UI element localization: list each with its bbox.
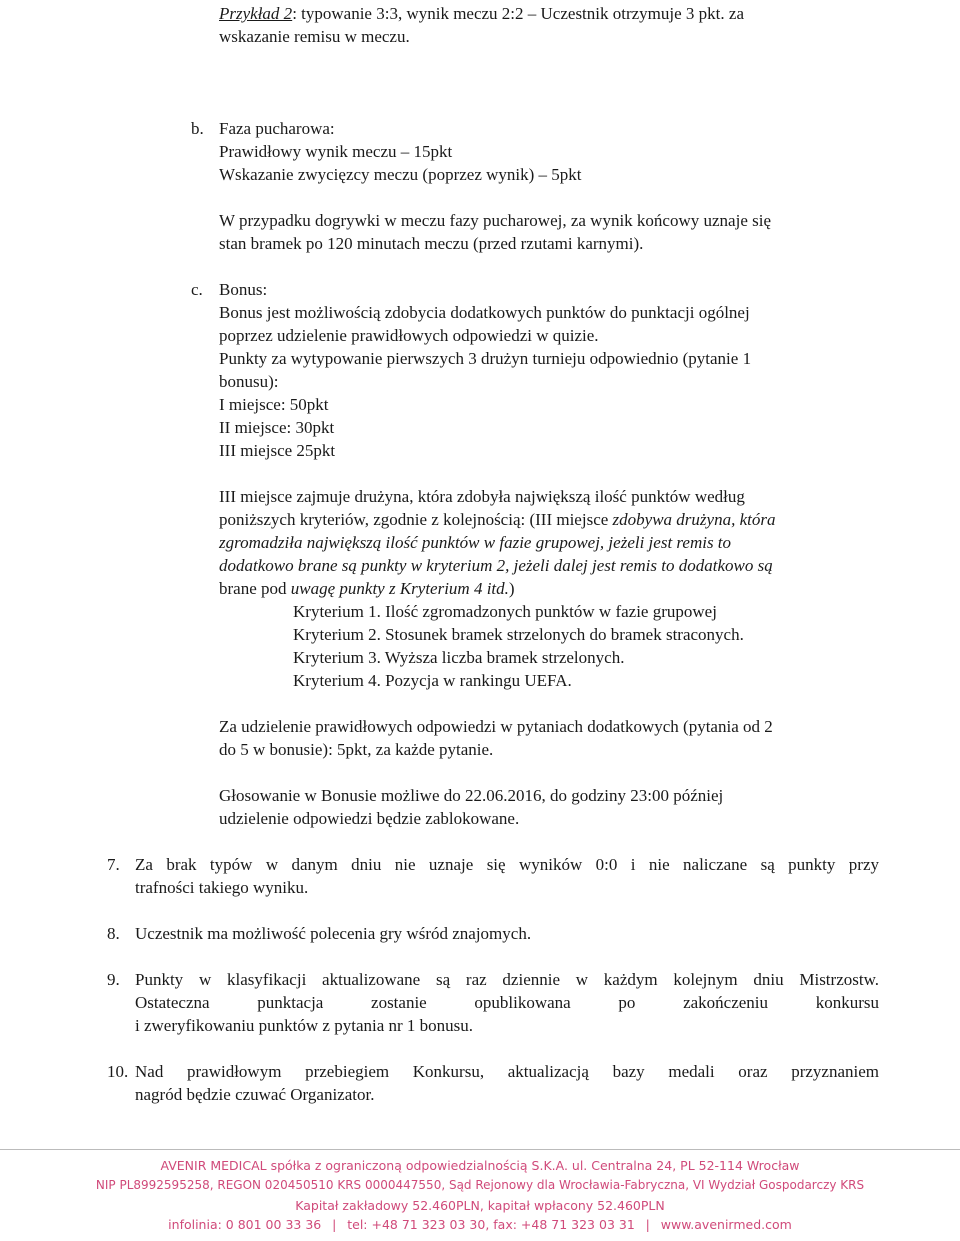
footer-website-link[interactable]: www.avenirmed.com <box>660 1217 792 1232</box>
item-line: Punkty w klasyfikacji aktualizowane są raz dziennie w każdym kolejnym dniu Mistrzostw. <box>135 970 879 989</box>
footer-separator: | <box>645 1217 650 1232</box>
extra-questions-line1: Za udzielenie prawidłowych odpowiedzi w pytaniach dodatkowych (pytania od 2 <box>219 717 773 736</box>
deadline-line1: Głosowanie w Bonusie możliwe do 22.06.2016, do godziny 23:00 później <box>219 786 724 805</box>
section-b-line: Wskazanie zwycięzcy meczu (poprzez wynik) – 5pkt <box>219 165 582 184</box>
extra-time-line2: stan bramek po 120 minutach meczu (przed rzutami karnymi). <box>219 234 644 253</box>
third-place-line5 <box>219 577 515 600</box>
bonus-intro-line1: Bonus jest możliwością zdobycia dodatkowych punktów do punktacji ogólnej <box>219 303 750 322</box>
footer-divider <box>0 1149 960 1150</box>
bonus-intro-line2: poprzez udzielenie prawidłowych odpowiedzi w quizie. <box>219 326 599 345</box>
item-number: 8. <box>107 924 120 943</box>
place-line: I miejsce: 50pkt <box>219 395 329 414</box>
item-number: 9. <box>107 970 120 989</box>
place-line: II miejsce: 30pkt <box>219 418 335 437</box>
section-c-marker: c. <box>191 280 203 299</box>
example2-line1 <box>219 2 744 25</box>
example2-text: : typowanie 3:3, wynik meczu 2:2 – Uczestnik otrzymuje 3 pkt. za <box>292 4 744 23</box>
third-place-line2-italic: zdobywa drużyna, która <box>612 510 776 529</box>
third-place-line5-italic: uwagę punkty z Kryterium 4 itd. <box>290 579 509 598</box>
third-place-line2 <box>219 508 775 531</box>
criterion-line: Kryterium 4. Pozycja w rankingu UEFA. <box>293 671 572 690</box>
footer-hotline: infolinia: 0 801 00 33 36 <box>168 1217 322 1232</box>
example2-label: Przykład 2 <box>219 4 293 23</box>
top3-line1: Punkty za wytypowanie pierwszych 3 drużyn turnieju odpowiednio (pytanie 1 <box>219 349 752 368</box>
footer-capital-line: Kapitał zakładowy 52.460PLN, kapitał wpłacony 52.460PLN <box>295 1198 665 1213</box>
item-line: trafności takiego wyniku. <box>135 878 309 897</box>
criterion-line: Kryterium 3. Wyższa liczba bramek strzelonych. <box>293 648 625 667</box>
extra-questions-line2: do 5 w bonusie): 5pkt, za każde pytanie. <box>219 740 494 759</box>
section-b-title: Faza pucharowa: <box>219 119 335 138</box>
item-line: nagród będzie czuwać Organizator. <box>135 1085 375 1104</box>
deadline-line2: udzielenie odpowiedzi będzie zablokowane. <box>219 809 520 828</box>
item-line: Uczestnik ma możliwość polecenia gry wśród znajomych. <box>135 924 532 943</box>
third-place-line1: III miejsce zajmuje drużyna, która zdobyła największą ilość punktów według <box>219 487 745 506</box>
place-line: III miejsce 25pkt <box>219 441 336 460</box>
criterion-line: Kryterium 2. Stosunek bramek strzelonych do bramek straconych. <box>293 625 744 644</box>
item-line: Nad prawidłowym przebiegiem Konkursu, aktualizacją bazy medali oraz przyznaniem <box>135 1062 879 1081</box>
footer-registry-line: NIP PL8992595258, REGON 020450510 KRS 0000447550, Sąd Rejonowy dla Wrocławia-Fabryczna, VI Wydział Gospodarczy KRS <box>95 1178 865 1192</box>
footer-company-line: AVENIR MEDICAL spółka z ograniczoną odpowiedzialnością S.K.A. ul. Centralna 24, PL 52-114 Wrocław <box>160 1158 800 1173</box>
item-line: Za brak typów w danym dniu nie uznaje się wyników 0:0 i nie naliczane są punkty przy <box>135 855 879 874</box>
third-place-line5-end: ) <box>508 579 515 598</box>
item-line: Ostateczna punktacja zostanie opublikowana po zakończeniu konkursu <box>135 993 879 1012</box>
top3-line2: bonusu): <box>219 372 279 391</box>
section-c-title: Bonus: <box>219 280 268 299</box>
section-b-marker: b. <box>191 119 204 138</box>
third-place-line4: dodatkowo brane są punkty w kryterium 2, jeżeli dalej jest remis to dodatkowo są <box>219 556 773 575</box>
footer-phone-fax: tel: +48 71 323 03 30, fax: +48 71 323 03 31 <box>347 1217 635 1232</box>
footer-separator: | <box>332 1217 337 1232</box>
third-place-line5-plain: brane pod <box>219 579 291 598</box>
section-b-line: Prawidłowy wynik meczu – 15pkt <box>219 142 453 161</box>
criterion-line: Kryterium 1. Ilość zgromadzonych punktów w fazie grupowej <box>293 602 717 621</box>
item-line: i zweryfikowaniu punktów z pytania nr 1 bonusu. <box>135 1016 474 1035</box>
third-place-line3: zgromadziła największą ilość punktów w fazie grupowej, jeżeli jest remis to <box>219 533 732 552</box>
item-number: 7. <box>107 855 120 874</box>
extra-time-line1: W przypadku dogrywki w meczu fazy pucharowej, za wynik końcowy uznaje się <box>219 211 771 230</box>
item-number: 10. <box>107 1062 129 1081</box>
example2-line2: wskazanie remisu w meczu. <box>219 27 410 46</box>
third-place-line2-plain: poniższych kryteriów, zgodnie z kolejnością: (III miejsce <box>219 510 613 529</box>
footer-contact-line <box>0 1217 960 1232</box>
